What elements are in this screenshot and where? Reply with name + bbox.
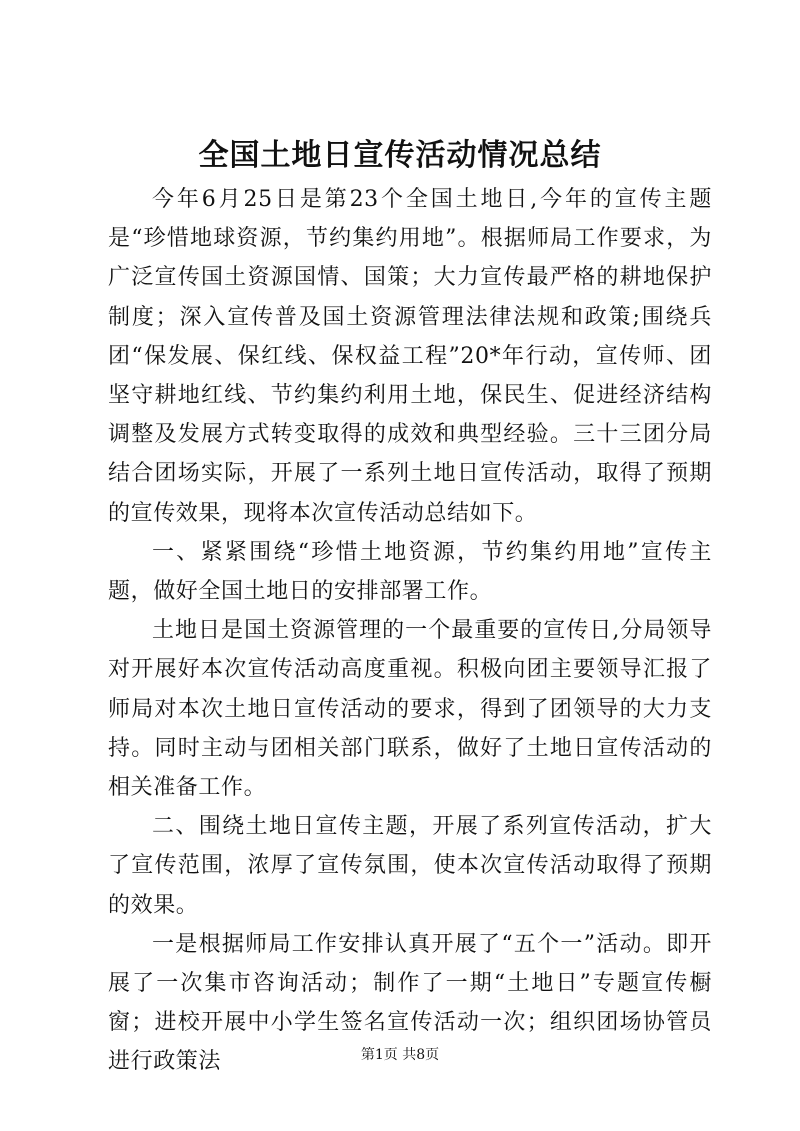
document-title: 全国土地日宣传活动情况总结 [198,138,602,173]
paragraph-section-two-body: 一是根据师局工作安排认真开展了“五个一”活动。即开展了一次集市咨询活动；制作了一期“土地日”专题宣传橱窗；进校开展中小学生签名宣传活动一次；组织团场协管员进行政策法 [108,931,712,1075]
document-body [108,180,712,1082]
paragraph-section-one-heading: 一、紧紧围绕“珍惜土地资源，节约集约用地”宣传主题，做好全国土地日的安排部署工作。 [108,539,712,605]
paragraph-section-two-heading: 二、围绕土地日宣传主题，开展了系列宣传活动，扩大了宣传范围，浓厚了宣传氛围，使本次宣传活动取得了预期的效果。 [108,814,712,918]
paragraph-intro: 今年6月25日是第23个全国土地日,今年的宣传主题是“珍惜地球资源，节约集约用地”。根据师局工作要求，为广泛宣传国土资源国情、国策；大力宣传最严格的耕地保护制度；深入宣传普及国土资源管理法律法规和政策;围绕兵团“保发展、保红线、保权益工程”20*年行动，宣传师、团坚守耕地红线、节约集约利用土地，保民生、促进经济结构调整及发展方式转变取得的成效和典型经验。三十三团分局结合团场实际，开展了一系列土地日宣传活动，取得了预期的宣传效果，现将本次宣传活动总结如下。 [108,187,712,526]
page-number-footer: 第1页 共8页 [360,1047,440,1063]
paragraph-section-one-body: 土地日是国土资源管理的一个最重要的宣传日,分局领导对开展好本次宣传活动高度重视。积极向团主要领导汇报了师局对本次土地日宣传活动的要求，得到了团领导的大力支持。同时主动与团相关部门联系，做好了土地日宣传活动的相关准备工作。 [108,618,712,801]
